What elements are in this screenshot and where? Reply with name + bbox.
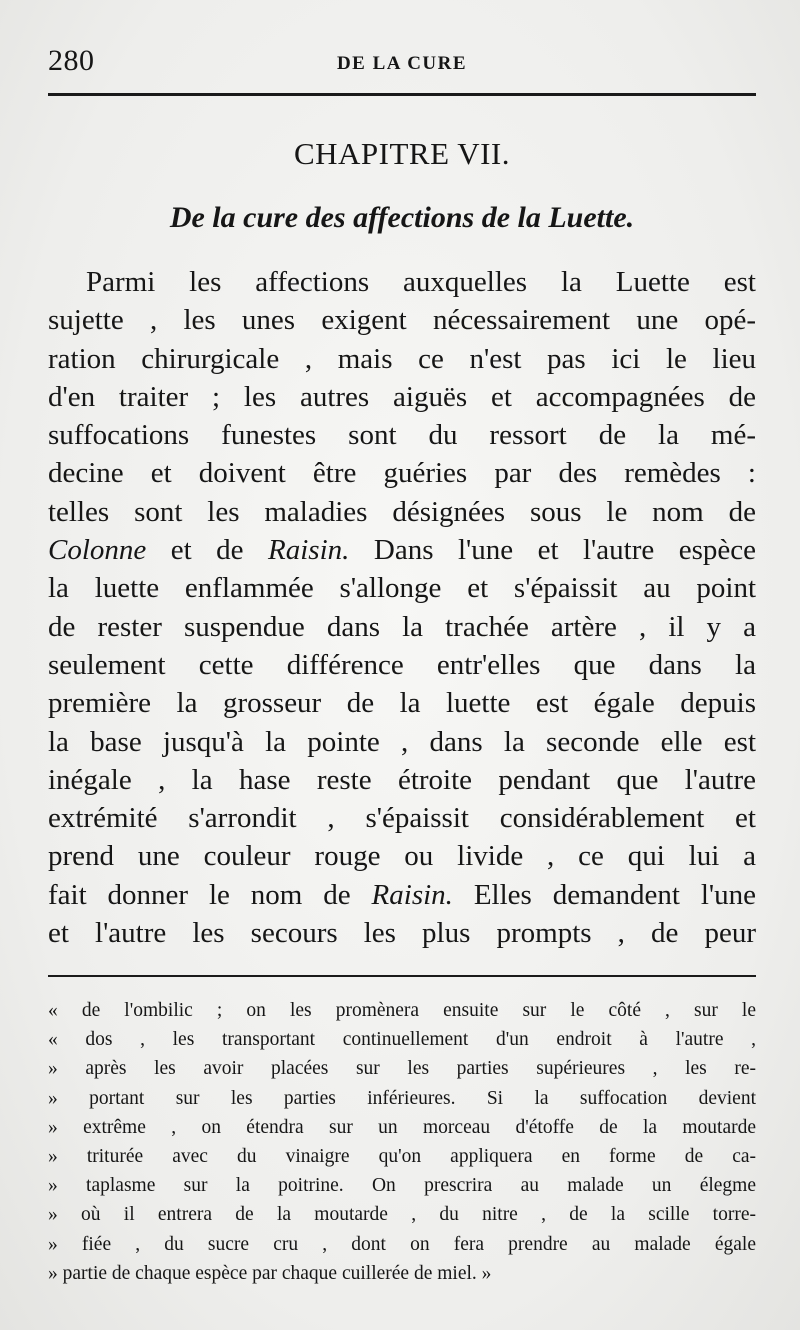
- text-line: [48, 876, 756, 914]
- text-line: première la grosseur de la luette est égale depuis: [48, 687, 756, 720]
- text-segment: Elles demandent l'une: [452, 878, 756, 911]
- footnote-rule: [48, 975, 756, 977]
- text-line: [48, 531, 756, 569]
- italic-term: Colonne: [48, 534, 147, 567]
- footnote: [48, 996, 756, 1288]
- text-line: seulement cette différence entr'elles que dans la: [48, 648, 756, 681]
- text-segment: Dans l'une et l'autre espèce: [349, 534, 756, 567]
- text-line: decine et doivent être guéries par des remèdes :: [48, 457, 756, 490]
- text-line: inégale , la hase reste étroite pendant que l'autre: [48, 763, 756, 796]
- text-line: extrémité s'arrondit , s'épaissit considérablement et: [48, 802, 756, 835]
- page-header: [48, 40, 756, 88]
- text-line: suffocations funestes sont du ressort de la mé-: [48, 419, 756, 452]
- footnote-line: » taplasme sur la poitrine. On prescrira au malade un élegme: [48, 1175, 756, 1197]
- text-segment: et de: [146, 534, 269, 567]
- footnote-line: « de l'ombilic ; on les promènera ensuite sur le côté , sur le: [48, 1000, 756, 1021]
- text-line: prend une couleur rouge ou livide , ce qui lui a: [48, 840, 756, 873]
- chapter-subtitle: De la cure des affections de la Luette.: [169, 201, 635, 234]
- text-line: telles sont les maladies désignées sous le nom de: [48, 495, 756, 528]
- main-text: [48, 263, 756, 952]
- text-line: d'en traiter ; les autres aiguës et accompagnées de: [48, 380, 756, 413]
- footnote-line: » partie de chaque espèce par chaque cuillerée de miel. »: [48, 1262, 492, 1284]
- text-line: Parmi les affections auxquelles la Luette est: [86, 266, 756, 298]
- footnote-line: » fiée , du sucre cru , dont on fera prendre au malade égale: [48, 1233, 756, 1255]
- footnote-line: « dos , les transportant continuellement d'un endroit à l'autre ,: [48, 1029, 756, 1051]
- footnote-line: » où il entrera de la moutarde , du nitre , de la scille torre-: [48, 1204, 756, 1226]
- running-head: DE LA CURE: [336, 53, 468, 74]
- chapter-title: CHAPITRE VII.: [293, 136, 511, 171]
- footnote-line: » après les avoir placées sur les parties supérieures , les re-: [48, 1058, 756, 1080]
- text-line: sujette , les unes exigent nécessairement une opé-: [48, 304, 756, 337]
- text-line: de rester suspendue dans la trachée artère , il y a: [48, 610, 756, 643]
- text-line: et l'autre les secours les plus prompts , de peur: [48, 917, 756, 950]
- text-line: la base jusqu'à la pointe , dans la seconde elle est: [48, 725, 756, 758]
- header-rule: [48, 93, 756, 96]
- text-segment: fait donner le nom de: [48, 878, 372, 911]
- page-number: 280: [48, 44, 95, 77]
- footnote-line: » triturée avec du vinaigre qu'on appliquera en forme de ca-: [48, 1145, 756, 1167]
- footnote-line: » portant sur les parties inférieures. Si la suffocation devient: [48, 1087, 756, 1109]
- footnote-line: » extrême , on étendra sur un morceau d'étoffe de la moutarde: [48, 1116, 756, 1138]
- text-line: la luette enflammée s'allonge et s'épaissit au point: [48, 572, 756, 605]
- italic-term: Raisin.: [268, 534, 350, 567]
- text-line: ration chirurgicale , mais ce n'est pas ici le lieu: [48, 342, 756, 375]
- italic-term: Raisin.: [371, 878, 453, 911]
